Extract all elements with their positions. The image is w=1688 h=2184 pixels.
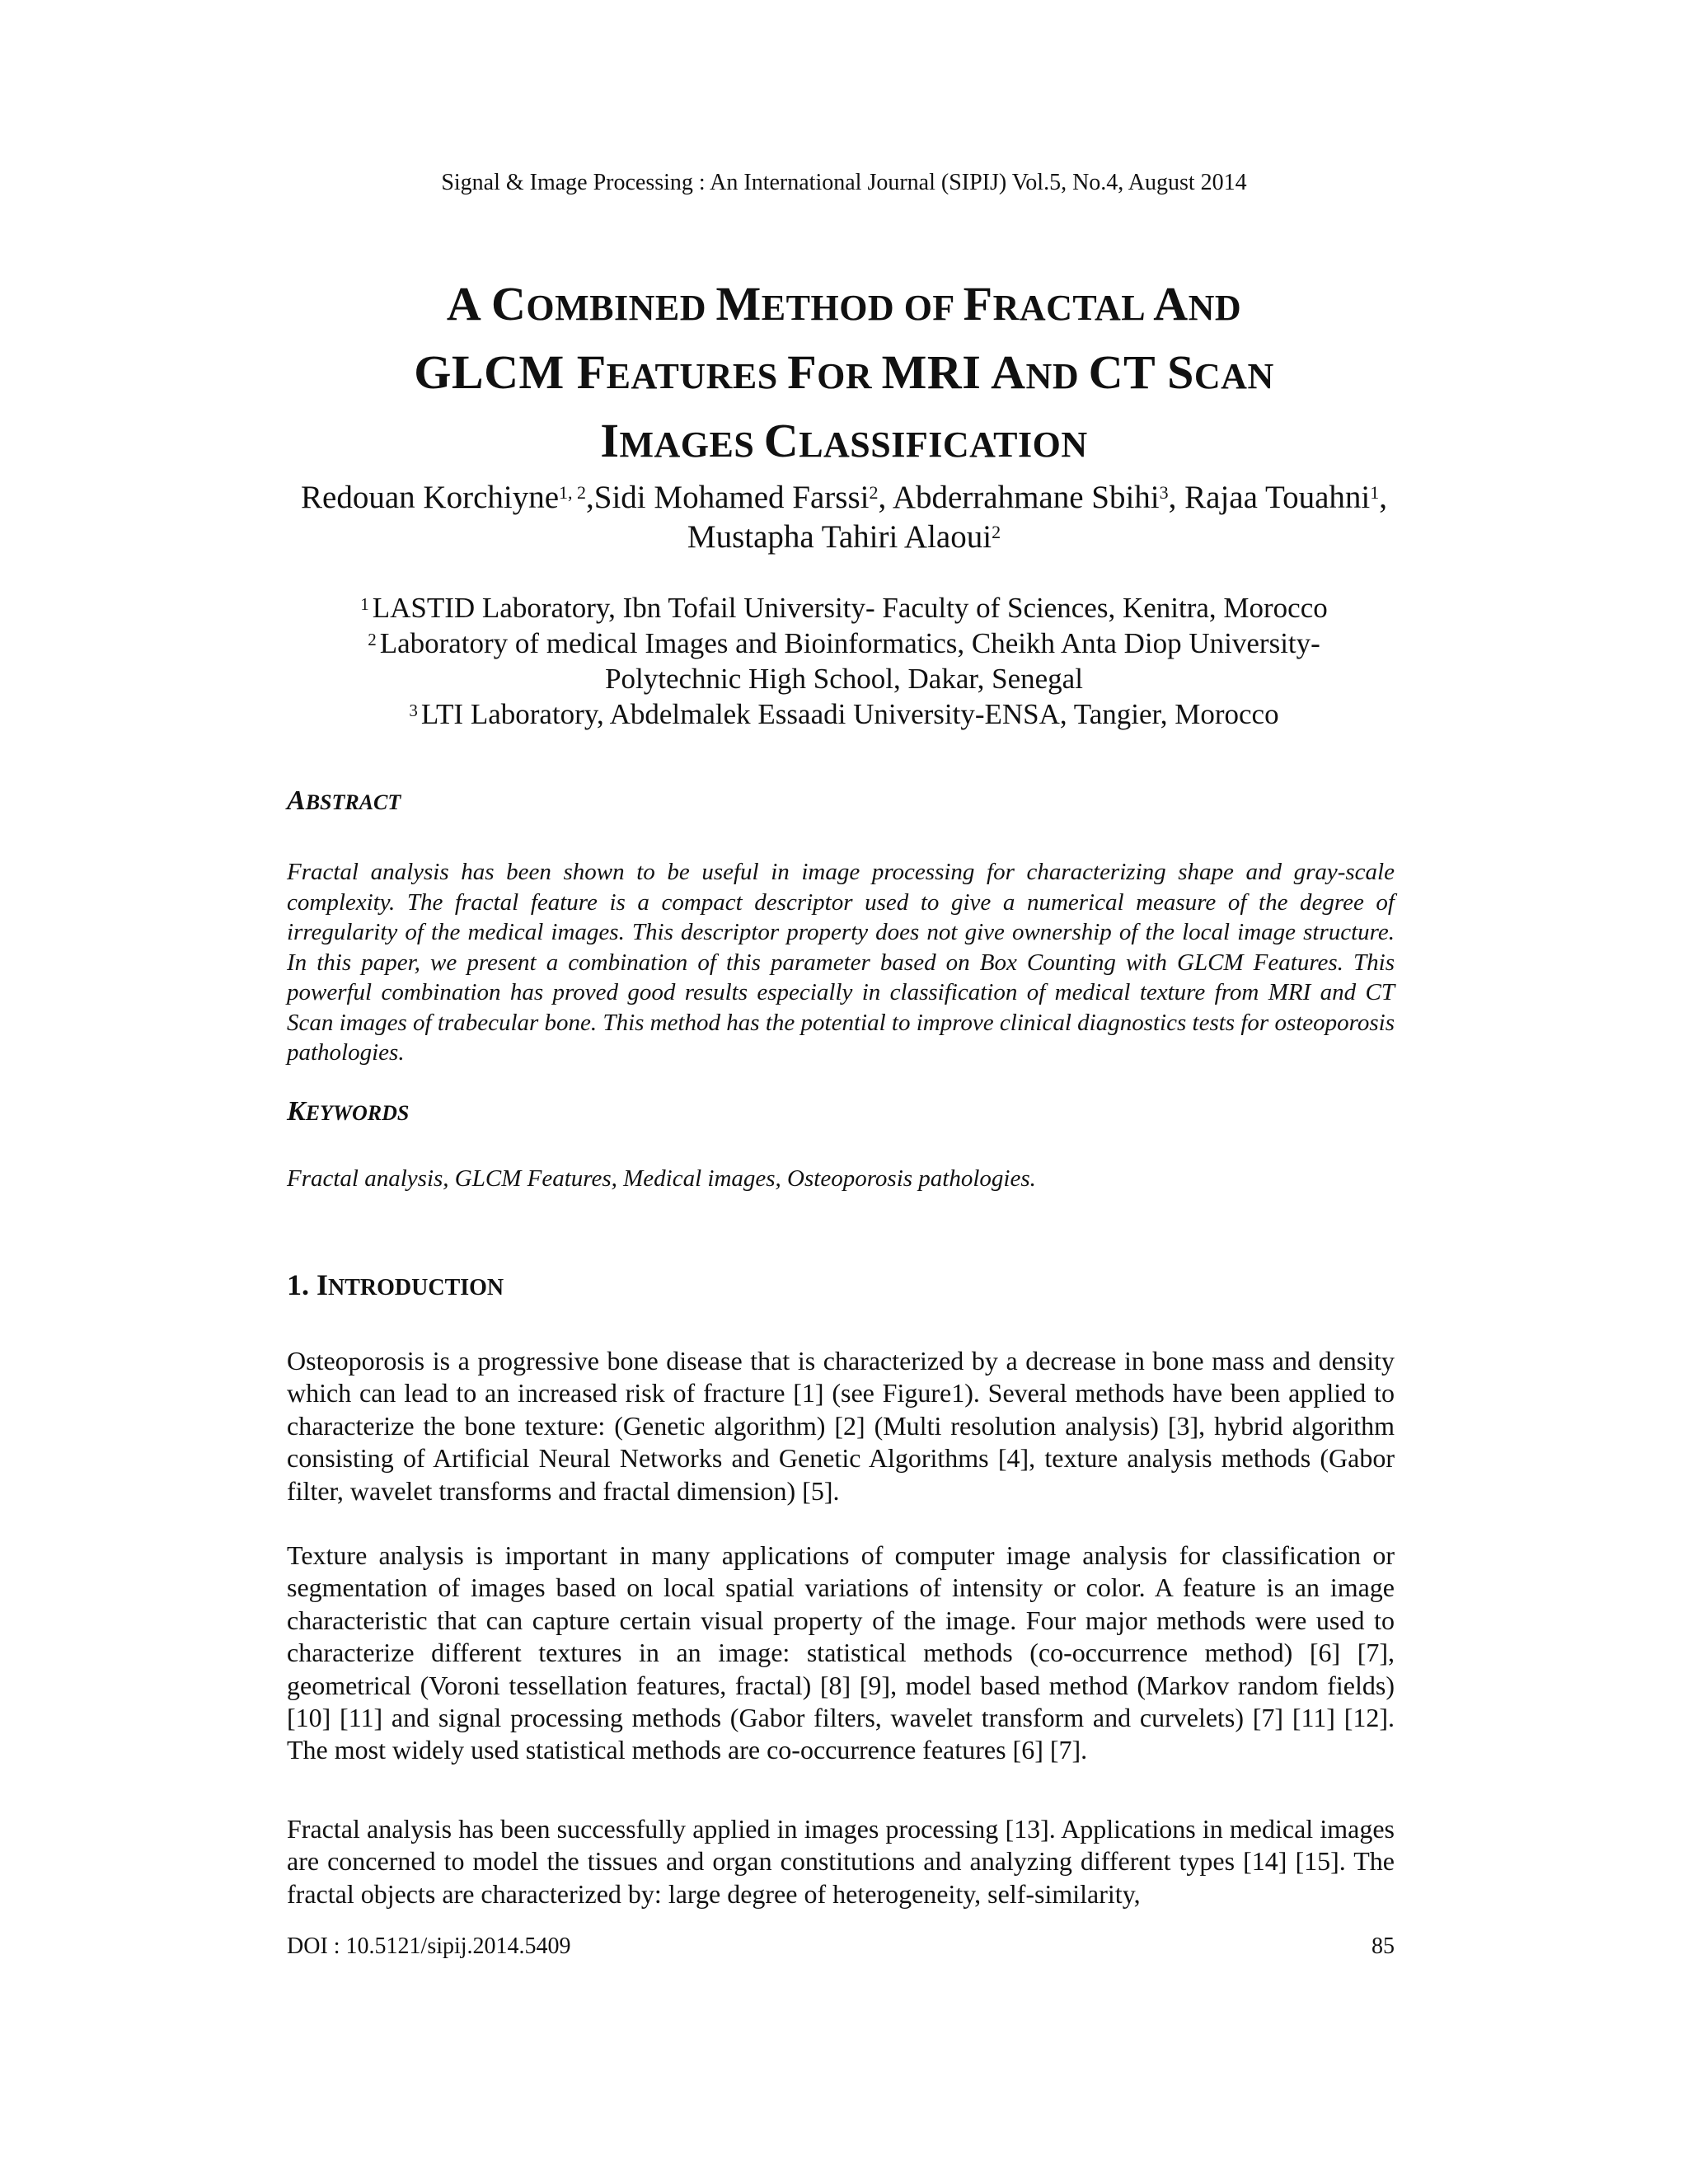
author-name: Redouan Korchiyne — [301, 480, 560, 515]
author-list — [280, 478, 1408, 557]
heading-rest: BSTRACT — [305, 790, 401, 814]
title-word: LASSIFICATION — [799, 424, 1088, 465]
title-word: C — [491, 277, 527, 330]
title-word: OMBINED — [526, 288, 716, 328]
author-affiliation-mark: 1, 2 — [559, 482, 587, 503]
title-word: MRI — [881, 345, 992, 399]
heading-initial: K — [287, 1096, 306, 1127]
author-separator: , — [1168, 480, 1185, 515]
section-heading-introduction — [287, 1268, 504, 1302]
footer-doi: DOI : 10.5121/sipij.2014.5409 — [287, 1933, 571, 1959]
affiliation-text: LASTID Laboratory, Ibn Tofail University- Faculty of Sciences, Kenitra, Morocco — [372, 592, 1328, 624]
title-word: F — [576, 345, 607, 399]
heading-initial: A — [287, 785, 306, 816]
author-name: Mustapha Tahiri Alaoui — [687, 519, 992, 555]
author-separator: , — [1379, 480, 1387, 515]
affiliation-number: 1 — [360, 594, 369, 614]
title-line-3 — [247, 409, 1441, 477]
paper-title — [247, 272, 1441, 477]
affiliation-1 — [280, 590, 1408, 626]
title-word: C — [763, 414, 799, 467]
title-line-1 — [247, 272, 1441, 340]
title-word: CAN — [1193, 356, 1274, 396]
abstract-text: Fractal analysis has been shown to be useful in image processing for characterizing shape and gray-scale complexity. The fractal feature is a compact descriptor used to give a numerical measure of the degree of irregularity of the medical images. This descriptor property does not give ownership of the local image structure. In this paper, we present a combination of this parameter based on Box Counting with GLCM Features. This powerful combination has proved good results especially in classification of medical texture from MRI and CT Scan images of trabecular bone. This method has the potential to improve clinical diagnostics tests for osteoporosis pathologies. — [287, 859, 1395, 1066]
affiliation-3 — [280, 696, 1408, 732]
title-word: CT — [1088, 345, 1168, 399]
title-word: A — [446, 277, 492, 330]
title-word: A — [1153, 277, 1189, 330]
running-head: Signal & Image Processing : An International Journal (SIPIJ) Vol.5, No.4, August 2014 — [441, 170, 1247, 195]
title-line-2 — [247, 340, 1441, 409]
author-affiliation-mark: 2 — [992, 522, 1001, 542]
title-word: A — [991, 345, 1026, 399]
keywords-text: Fractal analysis, GLCM Features, Medical images, Osteoporosis pathologies. — [287, 1165, 1036, 1192]
title-word: OR — [817, 356, 882, 396]
title-word: GLCM — [414, 345, 577, 399]
body-paragraph: Osteoporosis is a progressive bone disease that is characterized by a decrease in bone mass and density which can lead to an increased risk of fracture [1] (see Figure1). Several methods have been applied to characterize the bone texture: (Genetic algorithm) [2] (Multi resolution analysis) [3], hybrid algorithm consisting of Artificial Neural Networks and Genetic Algorithms [4], texture analysis methods (Gabor filter, wavelet transforms and fractal dimension) [5]. — [287, 1346, 1395, 1506]
author-separator: , — [878, 480, 893, 515]
heading-rest: NTRODUCTION — [328, 1275, 504, 1301]
body-paragraph: Texture analysis is important in many applications of computer image analysis for classification or segmentation of images based on local spatial variations of intensity or color. A feature is an image characteristic that can capture certain visual property of the image. Four major methods were used to characterize different textures in an image: statistical methods (co-occurrence method) [6] [7], geometrical (Voroni tessellation features, fractal) [8] [9], model based method (Markov random fields) [10] [11] and signal processing methods (Gabor filters, wavelet transform and curvelets) [7] [11] [12]. The most widely used statistical methods are co-occurrence features [6] [7]. — [287, 1540, 1395, 1765]
author-affiliation-mark: 1 — [1370, 482, 1380, 503]
title-word: RACTAL — [992, 288, 1154, 328]
affiliation-number: 2 — [368, 630, 377, 649]
page-number: 85 — [1372, 1933, 1395, 1959]
author-name: Abderrahmane Sbihi — [892, 480, 1160, 515]
title-word: ND — [1025, 356, 1089, 396]
affiliation-number: 3 — [409, 701, 418, 720]
keywords-heading — [287, 1096, 409, 1127]
affiliation-list — [280, 590, 1408, 732]
affiliation-text: Laboratory of medical Images and Bioinformatics, Cheikh Anta Diop University- — [379, 627, 1320, 659]
title-word: MAGES — [619, 424, 764, 465]
affiliation-2 — [280, 626, 1408, 661]
title-word: M — [715, 277, 762, 330]
abstract-heading — [287, 785, 401, 817]
author-separator: , — [586, 480, 594, 515]
title-word: ND — [1188, 288, 1242, 328]
title-word: F — [963, 277, 993, 330]
section-number: 1. — [287, 1268, 316, 1301]
title-word: F — [787, 345, 818, 399]
author-name: Sidi Mohamed Farssi — [593, 480, 870, 515]
body-paragraph: Fractal analysis has been successfully applied in images processing [13]. Applications in medical images are concerned to model the tissues and organ constitutions and analyzing different types [14] [15]. The fractal objects are characterized by: large degree of heterogeneity, self-similarity, — [287, 1814, 1395, 1909]
title-word: S — [1167, 345, 1194, 399]
author-name: Rajaa Touahni — [1184, 480, 1371, 515]
affiliation-text: Polytechnic High School, Dakar, Senegal — [605, 663, 1083, 695]
title-word: EATURES — [606, 356, 788, 396]
heading-rest: EYWORDS — [305, 1101, 410, 1125]
title-word: ETHOD OF — [761, 288, 964, 328]
affiliation-text: LTI Laboratory, Abdelmalek Essaadi University-ENSA, Tangier, Morocco — [420, 698, 1279, 730]
title-word: I — [600, 414, 620, 467]
affiliation-2-continued — [280, 661, 1408, 696]
author-affiliation-mark: 2 — [869, 482, 879, 503]
author-affiliation-mark: 3 — [1159, 482, 1169, 503]
heading-initial: I — [316, 1268, 329, 1301]
